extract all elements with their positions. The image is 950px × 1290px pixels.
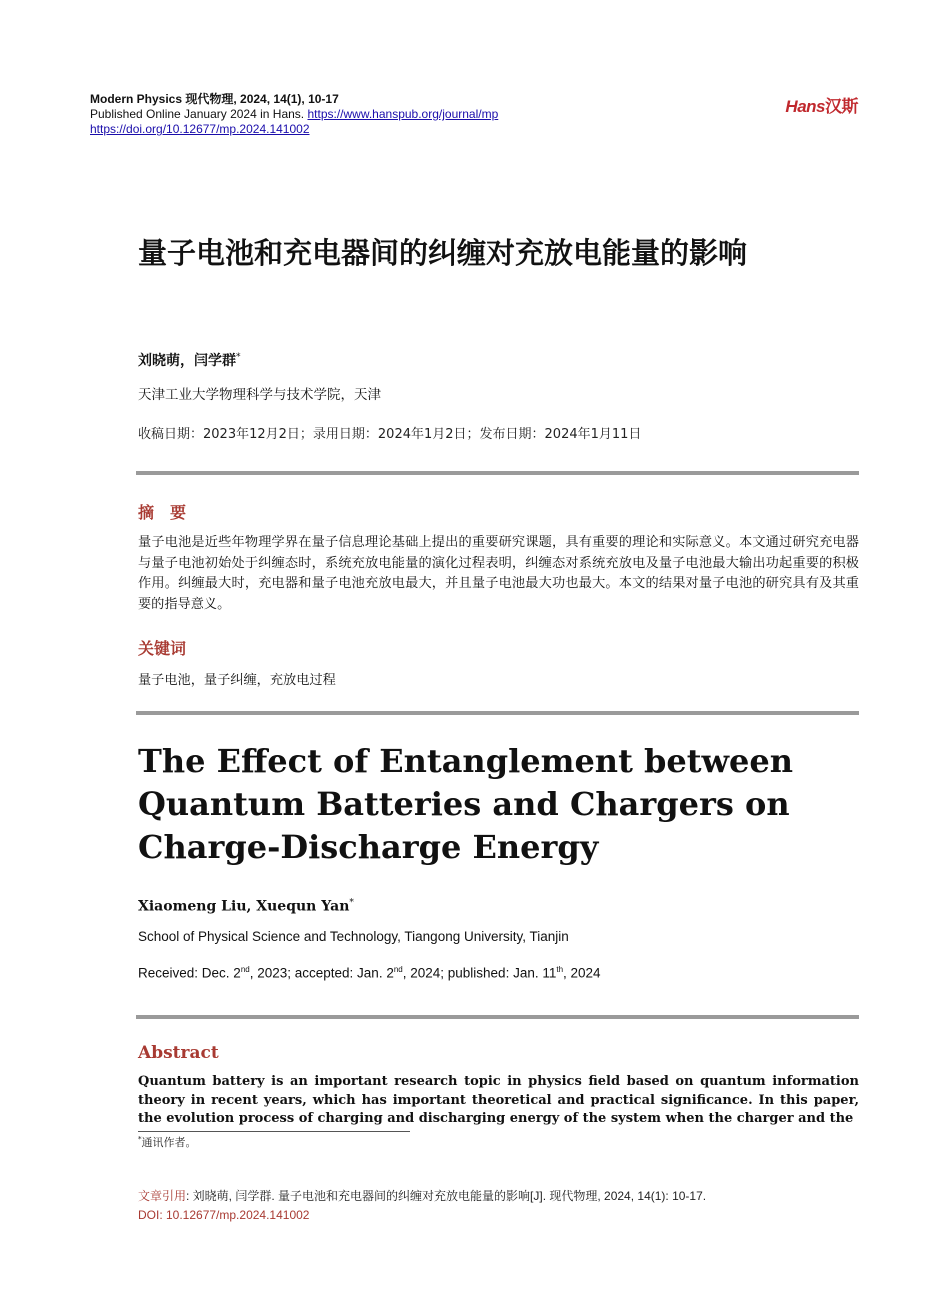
cn-affiliation: 天津工业大学物理科学与技术学院，天津 [138,387,381,403]
divider [136,471,859,475]
en-title: The Effect of Entanglement between Quantum Batteries and Chargers on Charge-Discharge Energy [138,742,794,866]
en-authors: Xiaomeng Liu, Xuequn Yan* [138,898,354,915]
en-affiliation: School of Physical Science and Technology, Tiangong University, Tianjin [138,929,569,944]
divider [136,1015,859,1019]
footnote-rule [138,1131,410,1132]
citation-text: : 刘晓萌, 闫学群. 量子电池和充电器间的纠缠对充放电能量的影响[J]. 现代物理, 2024, 14(1): 10-17. [186,1189,707,1203]
cn-dates: 收稿日期：2023年12月2日；录用日期：2024年1月2日；发布日期：2024年1月11日 [138,427,642,442]
journal-line: Modern Physics 现代物理, 2024, 14(1), 10-17 [90,92,339,106]
citation [138,1187,706,1225]
journal-header [90,92,498,137]
en-abstract: Quantum battery is an important research topic in physics field based on quantum information theory in recent years, which has important theoretical and practical significance. In this paper, the evolution process of charging and discharging energy of the system when the charger and the [138,1074,859,1126]
cn-keywords-heading: 关键词 [138,639,187,658]
cn-authors: 刘晓萌，闫学群* [138,352,241,369]
cn-abstract: 量子电池是近些年物理学界在量子信息理论基础上提出的重要研究课题，具有重要的理论和实际意义。本文通过研究充电器与量子电池初始处于纠缠态时，系统充放电能量的演化过程表明，纠缠态对系统充放电及量子电池最大输出功起重要的积极作用。纠缠最大时，充电器和量子电池充放电最大，并且量子电池最大功也最大。本文的结果对量子电池的研究具有及其重要的指导意义。 [138,535,859,612]
cn-title: 量子电池和充电器间的纠缠对充放电能量的影响 [138,236,748,270]
cn-keywords: 量子电池，量子纠缠，充放电过程 [138,673,336,688]
doi-link[interactable]: https://doi.org/10.12677/mp.2024.141002 [90,122,310,136]
divider [136,711,859,715]
citation-doi: DOI: 10.12677/mp.2024.141002 [138,1208,310,1222]
publisher-logo: Hans汉斯 [785,97,858,116]
citation-label: 文章引用 [138,1189,187,1203]
footnote: *通讯作者。 [138,1135,197,1149]
journal-link[interactable]: https://www.hanspub.org/journal/mp [307,107,499,121]
en-dates: Received: Dec. 2nd, 2023; accepted: Jan. 2nd, 2024; published: Jan. 11th, 2024 [138,965,601,981]
cn-abstract-heading: 摘 要 [138,503,187,522]
published-line: Published Online January 2024 in Hans. https://www.hanspub.org/journal/mp [90,107,499,121]
en-abstract-heading: Abstract [138,1043,219,1063]
